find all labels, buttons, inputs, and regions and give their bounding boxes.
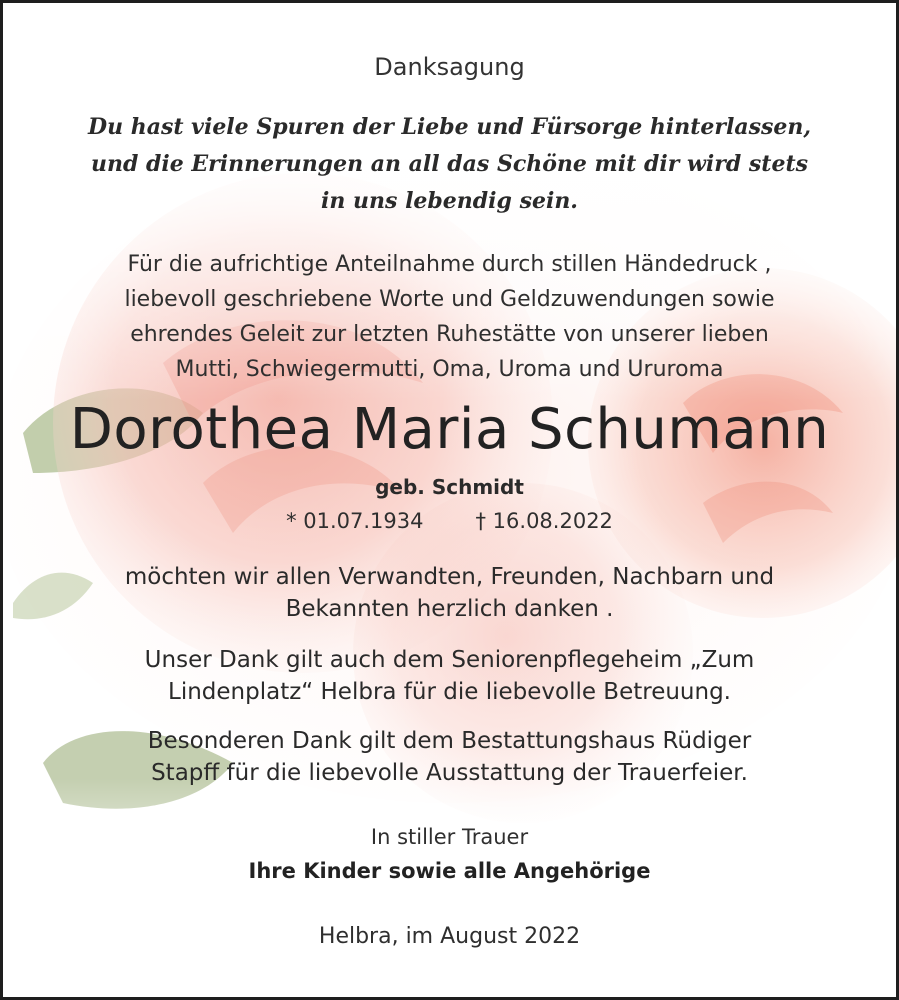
place-and-date: Helbra, im August 2022 [318,924,581,949]
memorial-quote: Du hast viele Spuren der Liebe und Fürsorge hinterlassen, und die Erinnerungen an all das Schöne mit dir wird stets in uns lebendig sein. [87,114,811,214]
notice-title: Danksagung [374,53,525,81]
mourning-line: In stiller Trauer [370,825,529,849]
life-dates [3,509,896,533]
death-date: † 16.08.2022 [475,509,613,533]
deceased-name: Dorothea Maria Schumann [69,397,830,462]
thanks-paragraph-relatives: möchten wir allen Verwandten, Freunden, Nachbarn und Bekannten herzlich danken . [124,564,775,622]
family-signature: Ihre Kinder sowie alle Angehörige [248,859,651,883]
notice-content [3,3,896,997]
thanks-paragraph-care-home: Unser Dank gilt auch dem Seniorenpflegeheim „Zum Lindenplatz“ Helbra für die liebevolle Betreuung. [144,647,755,705]
thanks-intro: Für die aufrichtige Anteilnahme durch stillen Händedruck , liebevoll geschriebene Worte und Geldzuwendungen sowie ehrendes Geleit zur letzten Ruhestätte von unserer lieben Mutti, Schwiegermutti, Oma, Uroma und Ururoma [124,252,775,382]
maiden-name: geb. Schmidt [375,475,524,499]
thanks-paragraph-funeral-home: Besonderen Dank gilt dem Bestattungshaus Rüdiger Stapff für die liebevolle Ausstattung der Trauerfeier. [147,728,752,786]
birth-date: * 01.07.1934 [286,509,424,533]
